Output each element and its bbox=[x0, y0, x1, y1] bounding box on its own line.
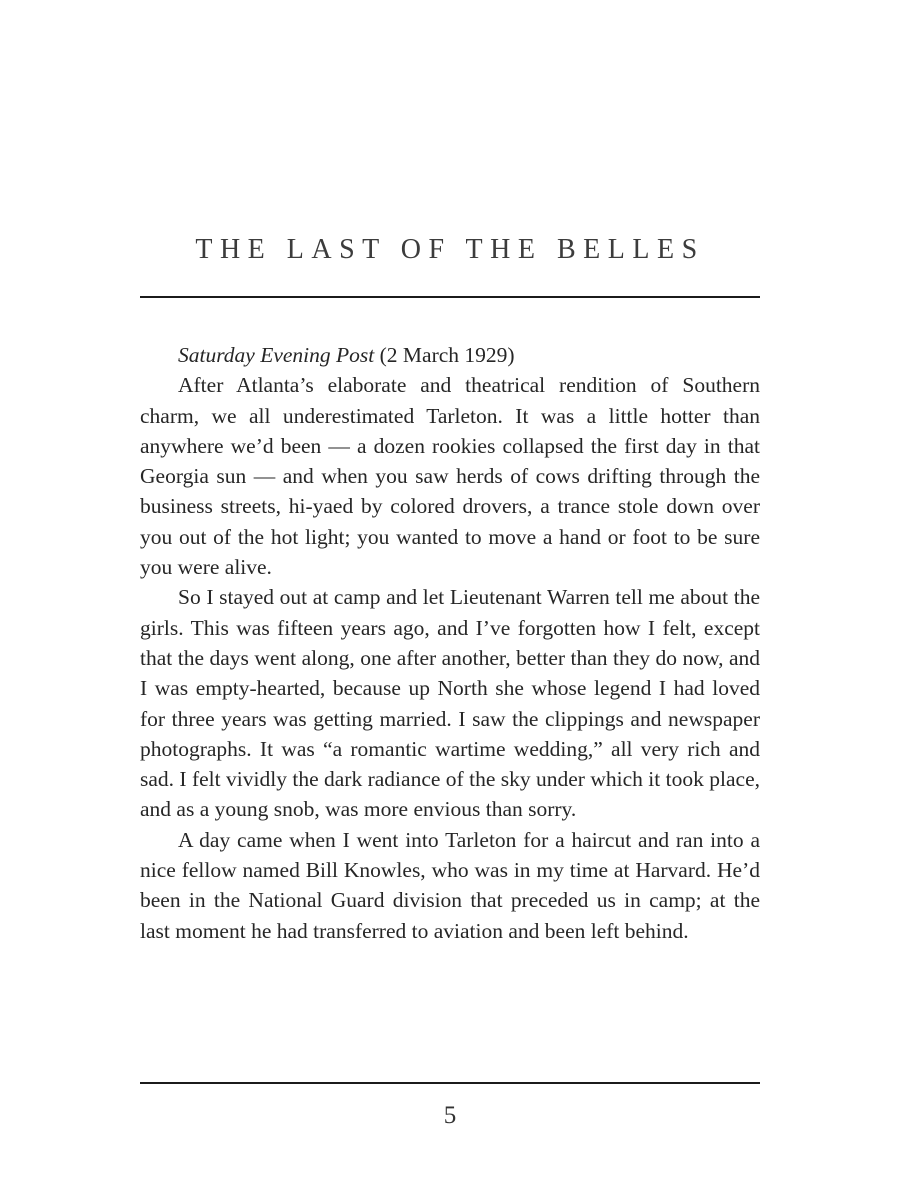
footer-rule bbox=[140, 1082, 760, 1084]
page-number: 5 bbox=[443, 1102, 457, 1129]
paragraph-3: A day came when I went into Tarleton for a haircut and ran into a nice fellow named Bill Knowles, who was in my time at Harvard. He’d been in the National Guard division that preceded us in camp; at the last moment he had transferred to aviation and been left behind. bbox=[140, 827, 760, 943]
source-name: Saturday Evening Post bbox=[178, 343, 375, 367]
page-title: THE LAST OF THE BELLES bbox=[195, 234, 705, 265]
paragraph-2: So I stayed out at camp and let Lieutenant Warren tell me about the girls. This was fifteen years ago, and I’ve forgotten how I felt, except that the days went along, one after another, better than they do now, and I was empty-hearted, because up North she whose legend I had loved for three years was getting married. I saw the clippings and newspaper photographs. It was “a romantic wartime wedding,” all very rich and sad. I felt vividly the dark radiance of the sky under which it took place, and as a young snob, was more envious than sorry. bbox=[140, 585, 760, 822]
paragraph-1: After Atlanta’s elaborate and theatrical rendition of Southern charm, we all underestimated Tarleton. It was a little hotter than anywhere we’d been — a dozen rookies collapsed the first day in that Georgia sun — and when you saw herds of cows drifting through the business streets, hi-yaed by colored drovers, a trance stole down over you out of the hot light; you wanted to move a hand or foot to be sure you were alive. bbox=[140, 373, 760, 580]
attribution-line bbox=[140, 340, 760, 370]
story-text bbox=[140, 340, 760, 946]
source-date: (2 March 1929) bbox=[374, 343, 515, 367]
title-rule bbox=[140, 296, 760, 298]
